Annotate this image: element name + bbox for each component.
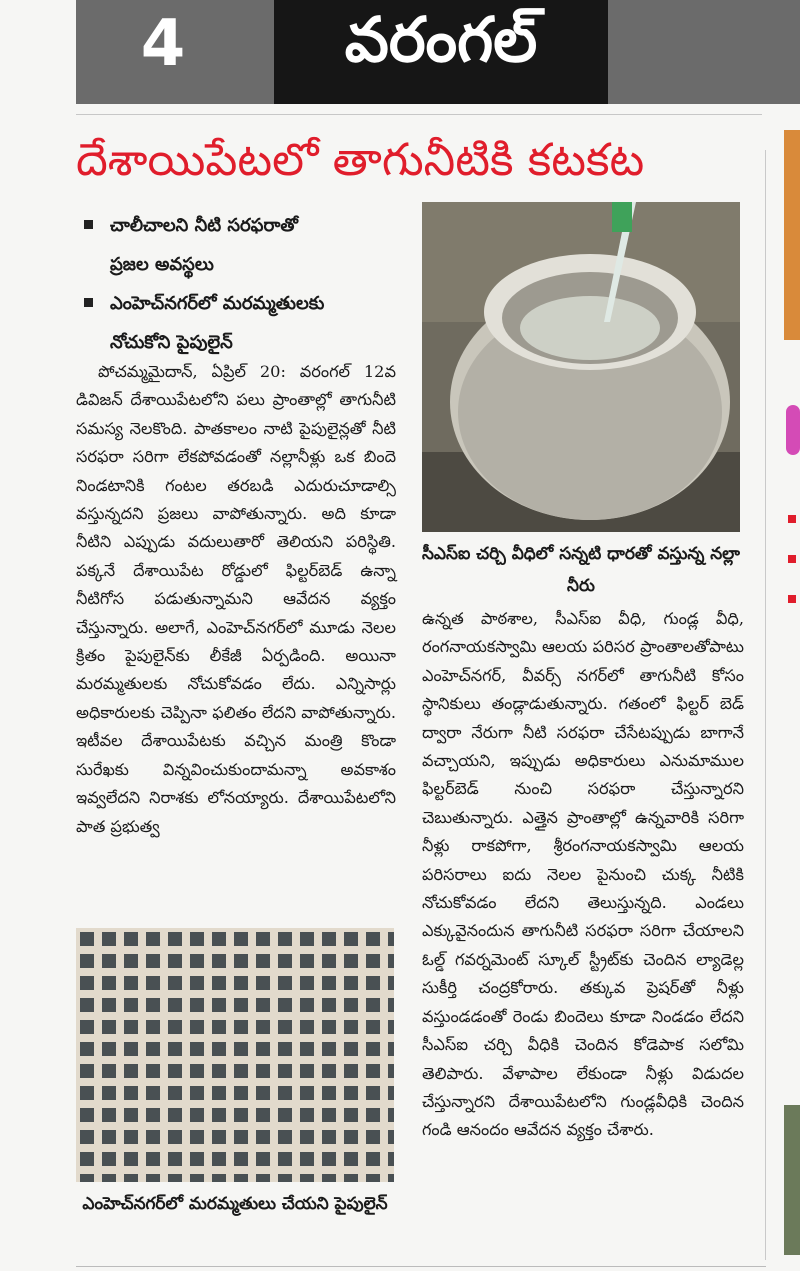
subhead-2-line1: ఎంహెచ్‌నగర్‌లో మరమ్మతులకు [110,293,325,314]
bullet-square-icon [84,298,93,307]
side-photo-edge [784,130,800,340]
bullet-square-icon [84,220,93,229]
top-rule [76,114,762,115]
subhead-1-line1: చాలీచాలని నీటి సరఫరాతో [110,215,298,236]
article-column-1: పోచమ్మమైదాన్, ఏప్రిల్ 20: వరంగల్ 12వ డివిజన్ దేశాయిపేటలోని పలు ప్రాంతాల్లో తాగునీటి సమస్య నెలకొంది. పాతకాలం నాటి పైపులైన్లతో నీటి సరఫరా సరిగా లేకపోవడంతో నల్లానీళ్లు ఒక బిందె నిండటానికి గంటల తరబడి ఎదురుచూడాల్సి వస్తున్నదని ప్రజలు వాపోతున్నారు. అది కూడా నీటిని ఎప్పుడు వదులుతారో తెలియని పరిస్థితి. పక్కనే దేశాయిపేట రోడ్డులో ఫిల్టర్‌బెడ్ ఉన్నా నీటిగోస పడుతున్నామని ఆవేదన వ్యక్తం చేస్తున్నారు. అలాగే, ఎంహెచ్‌నగర్‌లో మూడు నెలల క్రితం పైపులైన్‌కు లీకేజీ ఏర్పడింది. అయినా మరమ్మతులకు నోచుకోవడం లేదు. ఎన్నిసార్లు అధికారులకు చెప్పినా ఫలితం లేదని వాపోతున్నారు. ఇటీవల దేశాయిపేటకు వచ్చిన మంత్రి కొండా సురేఖకు విన్నవించుకుందామన్నా అవకాశం ఇవ్వలేదని నిరాశకు లోనయ్యారు. దేశాయిపేటలోని పాత ప్రభుత్వ [76,362,396,836]
subheads [80,206,400,362]
side-graphic-edge [786,405,800,455]
subhead-2-line2: నోచుకోని పైపులైన్ [110,332,233,353]
headline: దేశాయిపేటలో తాగునీటికి కటకట [76,133,645,186]
subhead-2 [80,284,400,362]
water-pot-photo [422,202,740,532]
side-bullet-icon [788,595,796,603]
pot-photo-caption: సీఎస్ఐ చర్చి వీధిలో సన్నటి ధారతో వస్తున్న నల్లా నీరు [422,544,740,596]
article-column-2: ఉన్నత పాఠశాల, సీఎస్ఐ వీధి, గుండ్ల వీధి, రంగనాయకస్వామి ఆలయ పరిసర ప్రాంతాలతోపాటు ఎంహెచ్‌నగర్, వీవర్స్ నగర్‌లో తాగునీటి కోసం స్థానికులు తండ్లాడుతున్నారు. గతంలో ఫిల్టర్ బెడ్ ద్వారా నేరుగా నీటి సరఫరా చేసేటప్పుడు బాగానే వచ్చాయని, ఇప్పుడు అధికారులు ఎనుమాముల ఫిల్టర్‌బెడ్ నుంచి సరఫరా చేస్తున్నారని చెబుతున్నారు. ఎత్తైన ప్రాంతాల్లో ఉన్నవారికి సరిగా నీళ్లు రాకపోగా, శ్రీరంగనాయకస్వామి ఆలయ పరిసరాలు ఐదు నెలల పైనుంచి చుక్క నీటికి నోచుకోవడం లేదని తెలుస్తున్నది. ఎండలు ఎక్కువైనందున తాగునీటి సరఫరా సరిగా చేయాలని ఓల్డ్ గవర్నమెంట్ స్కూల్ స్ట్రీట్‌కు చెందిన ల్యాడెల్ల సుకీర్తి చంద్రకోరారు. తక్కువ ప్రెషర్‌తో నీళ్లు వస్తుండడంతో రెండు బిందెలు కూడా నిండడం లేదని సీఎస్ఐ చర్చి వీధికి చెందిన కోడెపాక సలోమి తెలిపారు. వేళాపాల లేకుండా నీళ్లు విడుదల చేస్తున్నారని దేశాయిపేటలోని గుండ్లవీధికి చెందిన గండి ఆనందం ఆవేదన వ్యక్తం చేశారు. [422,609,744,1140]
subhead-1-line2: ప్రజల అవస్థలు [110,254,214,275]
city-name: వరంగల్ [344,3,538,76]
bottom-rule [76,1266,766,1267]
adjacent-article-edge [768,120,800,1271]
grate-illustration [76,928,394,1182]
subhead-1 [80,206,400,284]
water-pot-illustration [422,202,740,532]
side-bullet-icon [788,515,796,523]
page-number: 4 [140,7,186,81]
pipeline-grate-photo [76,928,394,1182]
side-bullet-icon [788,555,796,563]
city-banner [274,0,608,104]
column-divider [765,150,766,1260]
grate-photo-caption: ఎంహెచ్‌నగర్‌లో మరమ్మతులు చేయని పైపులైన్ [82,1194,388,1214]
side-photo-edge [784,1105,800,1255]
